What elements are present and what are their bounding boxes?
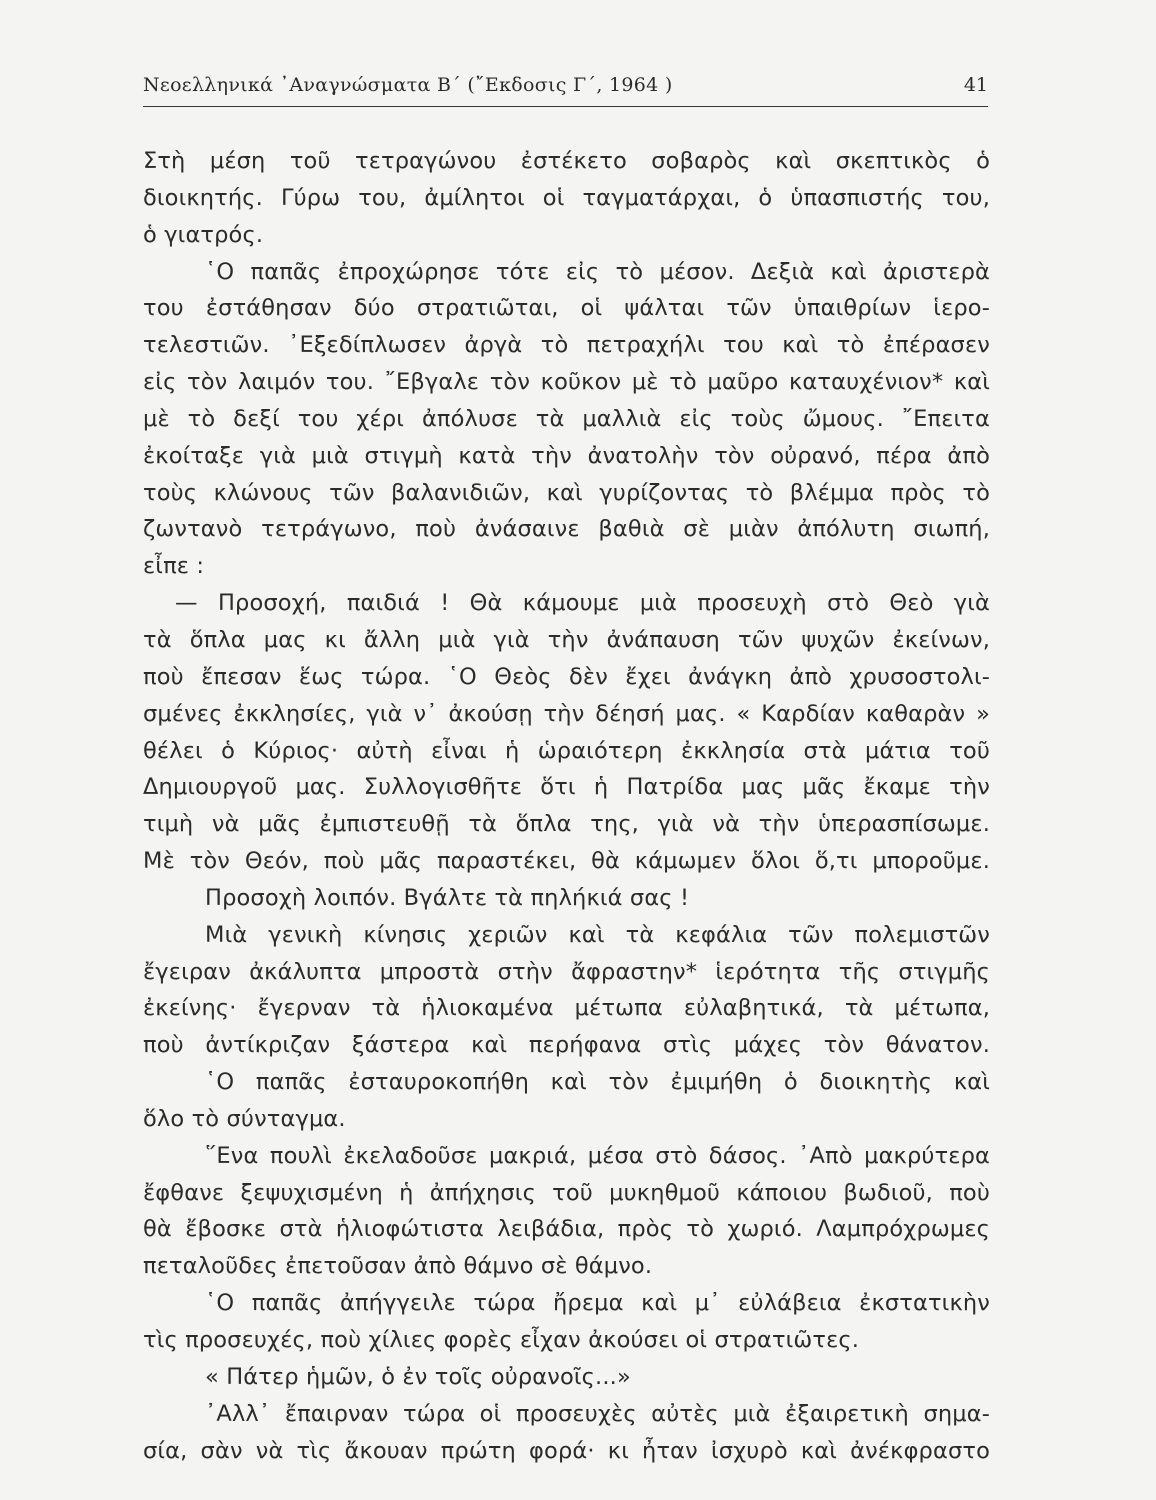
text-line: ἔφθανε ξεψυχισμένη ἡ ἀπήχησις τοῦ μυκηθμοῦ κάποιου βωδιοῦ, ποὺ (143, 1179, 990, 1206)
page-number: 41 (963, 74, 988, 96)
text-line: εἶπε : (143, 553, 205, 580)
text-line: ᾿Αλλ᾿ ἔπαιρναν τώρα οἱ προσευχὲς αὐτὲς μιὰ ἐξαιρετικὴ σημα- (205, 1400, 990, 1427)
text-line: « Πάτερ ἡμῶν, ὁ ἐν τοῖς οὐρανοῖς...» (205, 1363, 631, 1390)
text-line: θέλει ὁ Κύριος· αὐτὴ εἶναι ἡ ὡραιότερη ἐκκλησία στὰ μάτια τοῦ (143, 737, 990, 764)
text-line: σμένες ἐκκλησίες, γιὰ ν᾿ ἀκούσῃ τὴν δέησή μας. « Καρδίαν καθαρὰν » (143, 700, 990, 727)
text-line: ἔγειραν ἀκάλυπτα μπροστὰ στὴν ἄφραστην* ἱερότητα τῆς στιγμῆς (143, 958, 990, 985)
text-line: Στὴ μέση τοῦ τετραγώνου ἐστέκετο σοβαρὸς καὶ σκεπτικὸς ὁ (143, 148, 990, 174)
body-text (143, 143, 990, 1469)
text-line: τοὺς κλώνους τῶν βαλανιδιῶν, καὶ γυρίζοντας τὸ βλέμμα πρὸς τὸ (143, 479, 990, 506)
text-line: Μιὰ γενικὴ κίνησις χεριῶν καὶ τὰ κεφάλια τῶν πολεμιστῶν (205, 921, 990, 948)
text-line: ἐκοίταξε γιὰ μιὰ στιγμὴ κατὰ τὴν ἀνατολὴν τὸν οὐρανό, πέρα ἀπὸ (143, 442, 990, 469)
text-line: εἰς τὸν λαιμόν του. ῎Εβγαλε τὸν κοῦκον μὲ τὸ μαῦρο καταυχένιον* καὶ (143, 369, 990, 396)
text-line: τὶς προσευχές, ποὺ χίλιες φορὲς εἶχαν ἀκούσει οἱ στρατιῶτες. (143, 1327, 860, 1353)
text-line: μὲ τὸ δεξί του χέρι ἀπόλυσε τὰ μαλλιὰ εἰς τοὺς ὤμους. ῎Επειτα (143, 405, 990, 432)
text-line: διοικητής. Γύρω του, ἀμίλητοι οἱ ταγματάρχαι, ὁ ὑπασπιστής του, (143, 184, 990, 211)
text-line: ῾Ο παπᾶς ἐσταυροκοπήθη καὶ τὸν ἐμιμήθη ὁ διοικητὴς καὶ (205, 1069, 990, 1096)
text-line: ζωντανὸ τετράγωνο, ποὺ ἀνάσαινε βαθιὰ σὲ μιὰν ἀπόλυτη σιωπή, (143, 516, 990, 543)
text-line: ἐκείνης· ἔγερναν τὰ ἡλιοκαμένα μέτωπα εὐλαβητικά, τὰ μέτωπα, (143, 995, 990, 1022)
text-line: Προσοχὴ λοιπόν. Βγάλτε τὰ πηλήκιά σας ! (205, 884, 690, 911)
page-header (143, 70, 988, 107)
text-line: τὰ ὅπλα μας κι ἄλλη μιὰ γιὰ τὴν ἀνάπαυση τῶν ψυχῶν ἐκείνων, (143, 626, 990, 653)
text-line: τιμὴ νὰ μᾶς ἐμπιστευθῇ τὰ ὅπλα της, γιὰ νὰ τὴν ὑπερασπίσωμε. (143, 811, 990, 838)
text-line: ῾Ο παπᾶς ἐπροχώρησε τότε εἰς τὸ μέσον. Δεξιὰ καὶ ἀριστερὰ (205, 258, 990, 285)
text-line: θὰ ἔβοσκε στὰ ἡλιοφώτιστα λειβάδια, πρὸς τὸ χωριό. Λαμπρόχρωμες (143, 1216, 990, 1243)
text-line: τελεστιῶν. ᾿Εξεδίπλωσεν ἀργὰ τὸ πετραχήλι του καὶ τὸ ἐπέρασεν (143, 332, 990, 359)
text-line: ποὺ ἀντίκριζαν ξάστερα καὶ περήφανα στὶς μάχες τὸν θάνατον. (143, 1032, 990, 1059)
text-line: πεταλοῦδες ἐπετοῦσαν ἀπὸ θάμνο σὲ θάμνο. (143, 1253, 653, 1280)
text-line: ὅλο τὸ σύνταγμα. (143, 1105, 346, 1132)
text-line: Δημιουργοῦ μας. Συλλογισθῆτε ὅτι ἡ Πατρίδα μας μᾶς ἔκαμε τὴν (143, 774, 990, 801)
text-line: ῾Ο παπᾶς ἀπήγγειλε τώρα ἤρεμα καὶ μ᾿ εὐλάβεια ἐκστατικὴν (205, 1290, 990, 1317)
text-line: ῞Ενα πουλὶ ἐκελαδοῦσε μακριά, μέσα στὸ δάσος. ᾿Απὸ μακρύτερα (205, 1142, 990, 1169)
text-line: του ἐστάθησαν δύο στρατιῶται, οἱ ψάλται τῶν ὑπαιθρίων ἱερο- (143, 295, 990, 322)
text-line: ὁ γιατρός. (143, 221, 264, 248)
text-line: Μὲ τὸν Θεόν, ποὺ μᾶς παραστέκει, θὰ κάμωμεν ὅλοι ὅ,τι μποροῦμε. (143, 848, 990, 875)
text-line: ποὺ ἔπεσαν ἕως τώρα. ῾Ο Θεὸς δὲν ἔχει ἀνάγκη ἀπὸ χρυσοστολι- (143, 663, 990, 690)
running-title: Νεοελληνικά ᾿Αναγνώσματα Β΄ (῎Εκδοσις Γ΄, 1964 ) (143, 74, 673, 96)
text-line: σία, σὰν νὰ τὶς ἄκουαν πρώτη φορά· κι ἦταν ἰσχυρὸ καὶ ἀνέκφραστο (143, 1437, 990, 1464)
text-line: — Προσοχή, παιδιά ! Θὰ κάμουμε μιὰ προσευχὴ στὸ Θεὸ γιὰ (175, 590, 990, 617)
